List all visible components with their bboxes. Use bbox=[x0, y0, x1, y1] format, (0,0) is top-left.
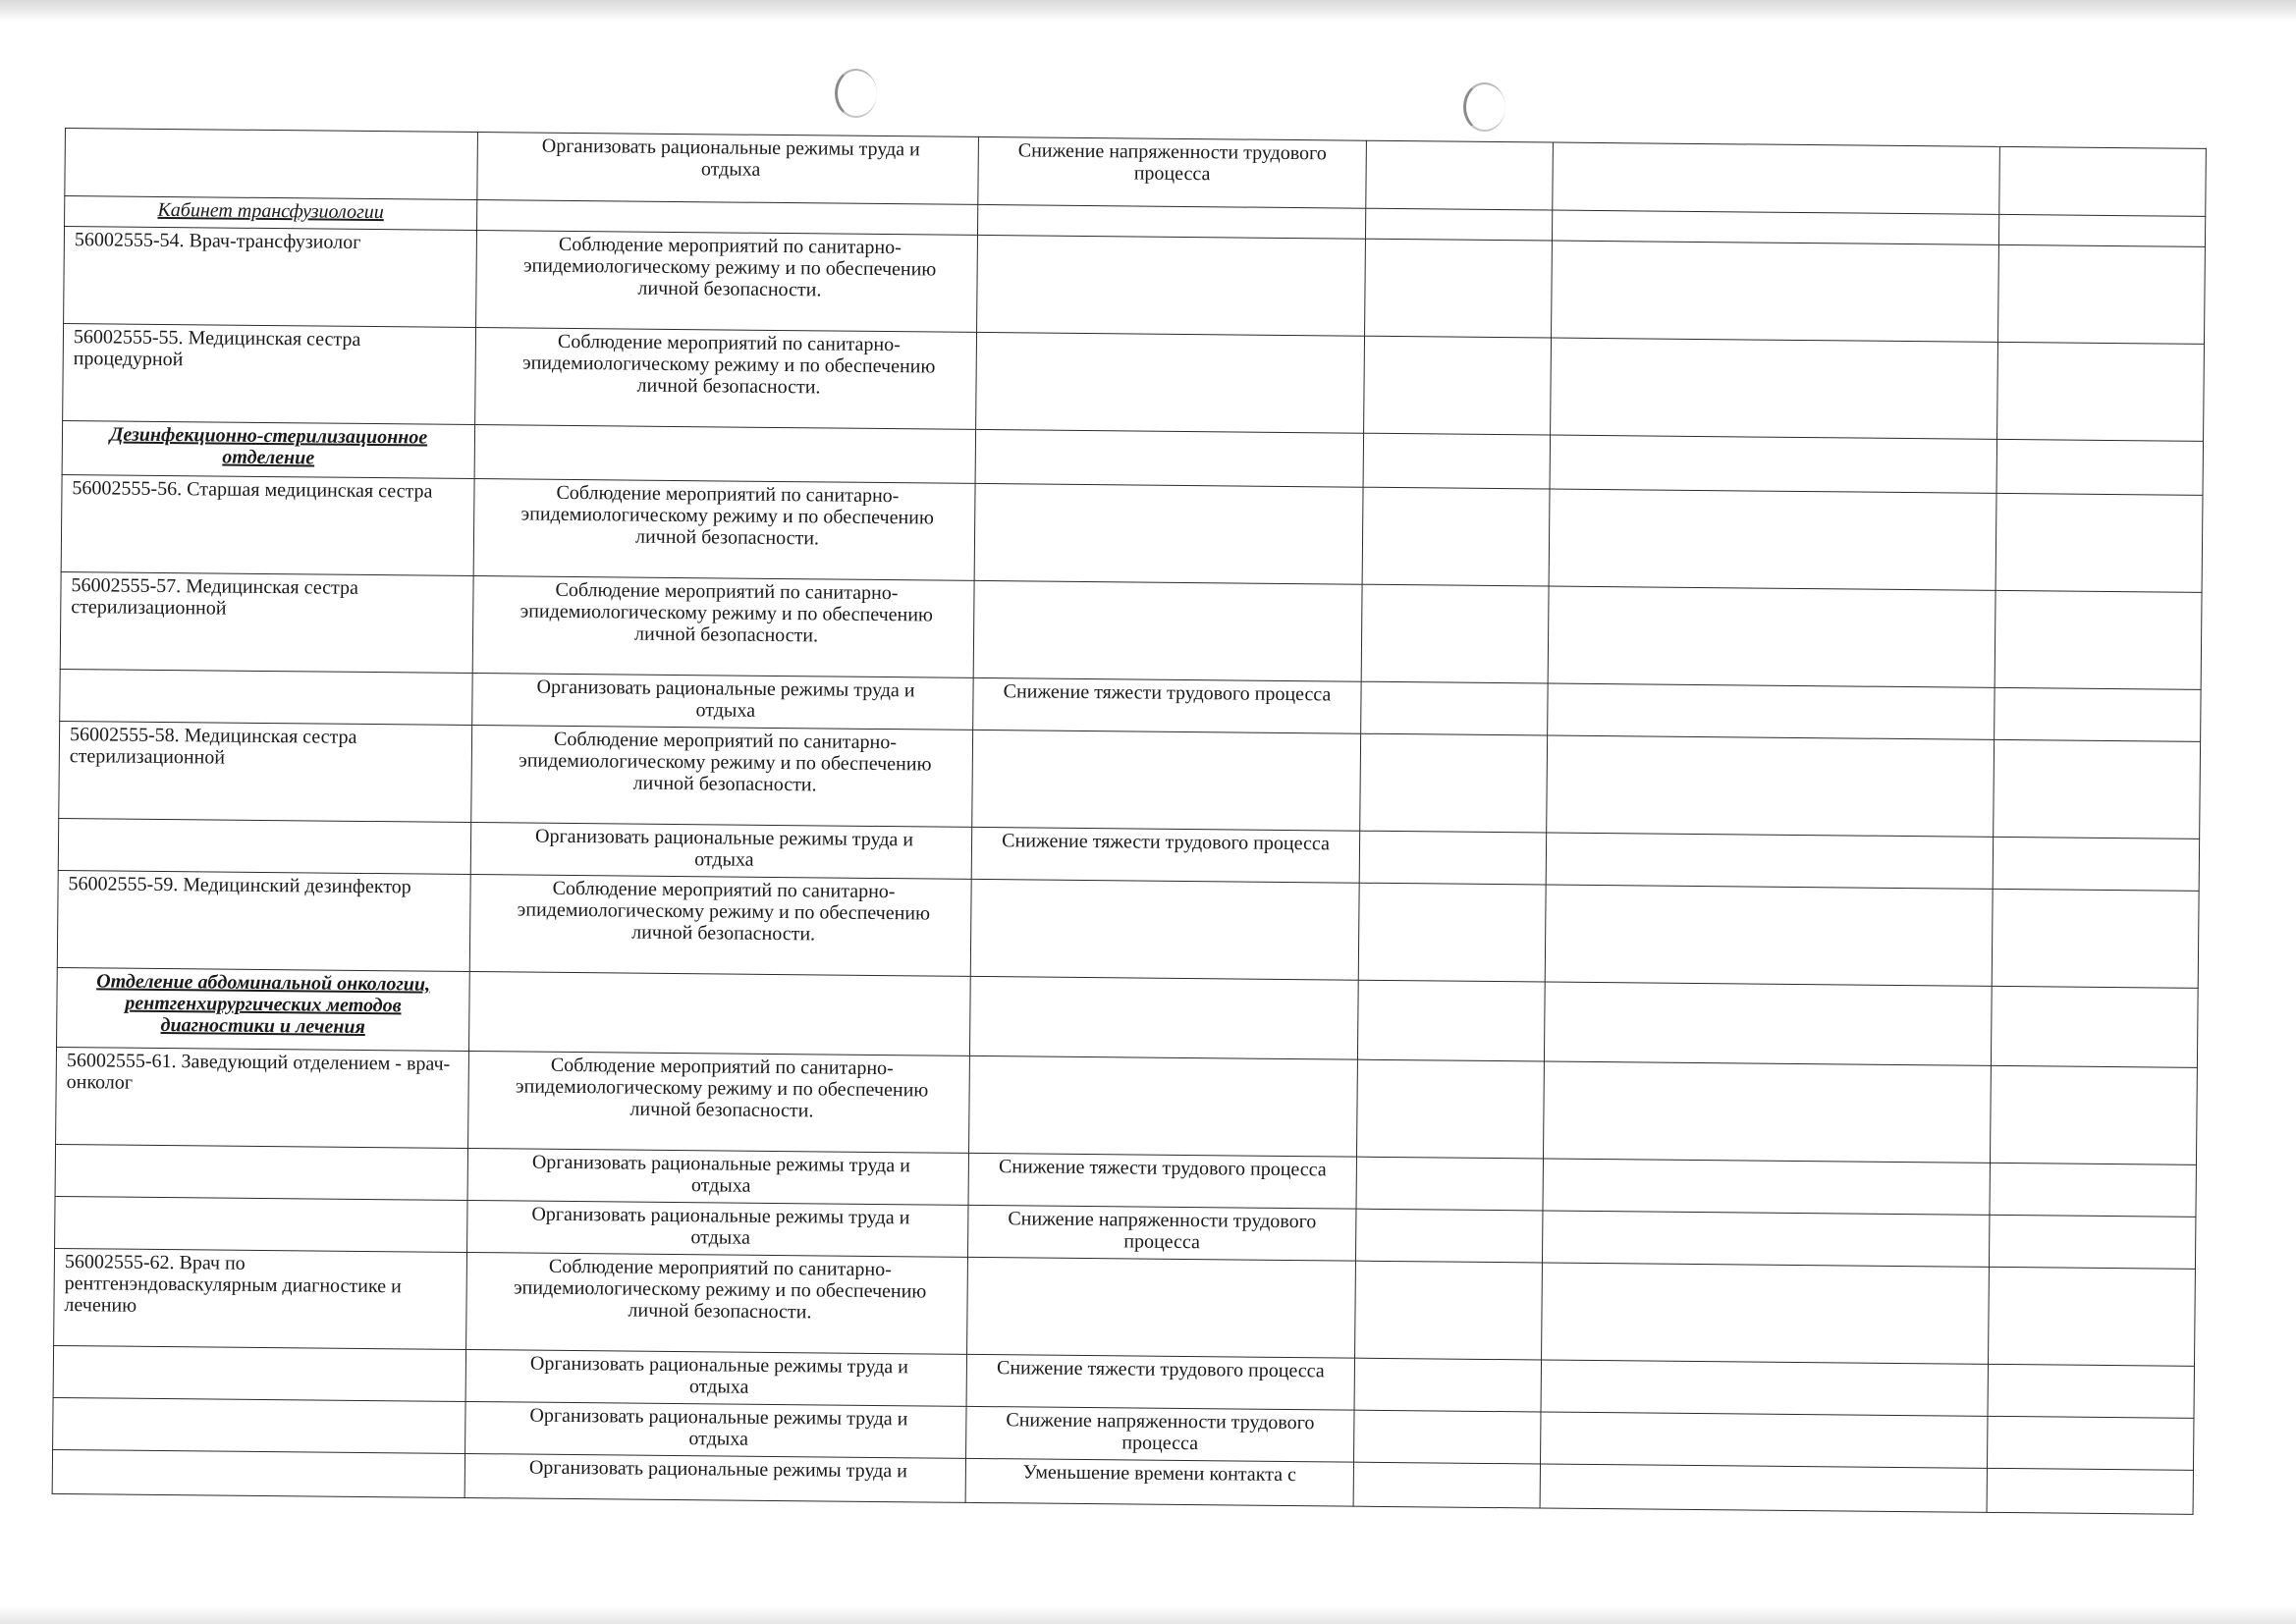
measure-text: Соблюдение мероприятий по санитарно-эпидемиологическому режиму и по обеспечению личной безопасности. bbox=[517, 877, 931, 946]
measure-text: Соблюдение мероприятий по санитарно-эпидемиологическому режиму и по обеспечению личной безопасности. bbox=[515, 1054, 929, 1122]
result-cell bbox=[977, 204, 1365, 239]
empty-cell bbox=[1550, 435, 1997, 493]
job-cell bbox=[55, 1196, 467, 1252]
section-title: Кабинет трансфузиологии bbox=[65, 196, 477, 231]
measure-cell bbox=[474, 425, 976, 484]
empty-cell bbox=[1365, 208, 1552, 241]
empty-cell bbox=[1552, 210, 1998, 244]
empty-cell bbox=[1548, 683, 1995, 739]
empty-cell bbox=[1358, 883, 1546, 982]
result-cell bbox=[967, 1257, 1356, 1358]
punch-hole bbox=[835, 69, 877, 118]
empty-cell bbox=[1366, 140, 1554, 210]
empty-cell bbox=[1997, 244, 2205, 344]
result-cell: Снижение тяжести трудового процесса bbox=[973, 677, 1361, 733]
empty-cell bbox=[1996, 439, 2204, 495]
measure-cell bbox=[477, 133, 979, 205]
empty-cell bbox=[1361, 681, 1549, 735]
measure-cell bbox=[468, 971, 970, 1056]
measures-table-body bbox=[52, 129, 2206, 1515]
result-cell bbox=[969, 976, 1358, 1059]
section-title: Отделение абдоминальной онкологии, рентгенхирургических методов диагностики и лечения bbox=[57, 967, 470, 1051]
empty-cell bbox=[1355, 1209, 1543, 1263]
empty-cell bbox=[1543, 1159, 1990, 1215]
measure-cell bbox=[476, 231, 978, 333]
job-cell: 56002555-56. Старшая медицинская сестра bbox=[61, 474, 474, 575]
result-cell bbox=[974, 483, 1363, 584]
empty-cell bbox=[1995, 493, 2203, 592]
measure-cell bbox=[467, 1148, 968, 1205]
empty-cell bbox=[1551, 338, 1998, 439]
result-cell bbox=[970, 879, 1359, 980]
measure-cell bbox=[467, 1200, 968, 1257]
measure-cell bbox=[471, 726, 973, 828]
measure-text: Организовать рациональные режимы труда и отдыха bbox=[534, 825, 914, 871]
result-cell bbox=[975, 429, 1364, 487]
empty-cell bbox=[1363, 433, 1551, 489]
measure-cell bbox=[465, 1401, 966, 1458]
empty-cell bbox=[1364, 336, 1552, 435]
empty-cell bbox=[1553, 142, 2000, 214]
result-cell bbox=[969, 1056, 1358, 1157]
measure-text: Организовать рациональные режимы труда и отдыха bbox=[531, 1203, 910, 1249]
measure-text: Соблюдение мероприятий по санитарно-эпидемиологическому режиму и по обеспечению личной безопасности. bbox=[513, 1255, 927, 1324]
measure-cell bbox=[477, 200, 978, 236]
empty-cell bbox=[1542, 1211, 1989, 1267]
empty-cell bbox=[1354, 1358, 1542, 1412]
measure-cell bbox=[470, 823, 971, 880]
measure-text: Организовать рациональные режимы труда и отдыха bbox=[541, 135, 920, 181]
empty-cell bbox=[1552, 241, 1999, 342]
scan-bottom-edge bbox=[0, 1606, 2296, 1624]
measure-text: Организовать рациональные режимы труда и bbox=[528, 1456, 907, 1483]
measure-text: Соблюдение мероприятий по санитарно-эпидемиологическому режиму и по обеспечению личной безопасности. bbox=[519, 728, 932, 796]
empty-cell bbox=[1546, 833, 1993, 889]
empty-cell bbox=[1995, 687, 2201, 741]
measure-cell bbox=[472, 674, 973, 731]
result-cell: Снижение тяжести трудового процесса bbox=[971, 827, 1359, 883]
measure-cell bbox=[469, 875, 971, 977]
result-cell bbox=[976, 332, 1365, 433]
job-cell bbox=[53, 1345, 465, 1401]
measure-text: Организовать рациональные режимы труда и отдыха bbox=[531, 1151, 910, 1197]
empty-cell bbox=[1359, 831, 1547, 885]
job-cell: 56002555-57. Медицинская сестра стерилизационной bbox=[60, 571, 473, 673]
measure-text: Соблюдение мероприятий по санитарно-эпидемиологическому режиму и по обеспечению личной безопасности. bbox=[519, 578, 934, 647]
measures-table bbox=[52, 128, 2207, 1515]
result-cell bbox=[973, 580, 1362, 681]
measure-text: Соблюдение мероприятий по санитарно-эпидемиологическому режиму и по обеспечению личной безопасности. bbox=[521, 330, 936, 399]
empty-cell bbox=[1989, 1215, 2195, 1269]
result-cell: Снижение напряженности трудового процесса bbox=[966, 1406, 1354, 1462]
empty-cell bbox=[1362, 487, 1550, 586]
empty-cell bbox=[1993, 837, 2199, 891]
empty-cell bbox=[1355, 1261, 1543, 1360]
measure-text: Организовать рациональные режимы труда и отдыха bbox=[529, 1404, 908, 1450]
empty-cell bbox=[1547, 735, 1995, 837]
scan-top-edge bbox=[0, 0, 2296, 22]
empty-cell bbox=[1548, 586, 1995, 687]
empty-cell bbox=[1353, 1462, 1540, 1508]
job-cell: 56002555-62. Врач по рентгенэндоваскулярным диагностике и лечению bbox=[54, 1248, 467, 1349]
job-cell bbox=[65, 129, 478, 200]
empty-cell bbox=[1541, 1412, 1988, 1468]
empty-cell bbox=[1997, 342, 2205, 441]
measure-cell bbox=[473, 479, 975, 581]
document-sheet bbox=[52, 128, 2206, 1515]
measure-text: Соблюдение мероприятий по санитарно-эпидемиологическому режиму и по обеспечению личной безопасности. bbox=[522, 233, 937, 301]
empty-cell bbox=[1987, 1468, 2193, 1514]
result-cell bbox=[977, 235, 1366, 336]
empty-cell bbox=[1991, 986, 2198, 1067]
measure-cell bbox=[465, 1349, 966, 1406]
empty-cell bbox=[1544, 982, 1992, 1065]
job-cell bbox=[53, 1397, 465, 1453]
result-cell bbox=[972, 730, 1361, 831]
empty-cell bbox=[1540, 1464, 1987, 1512]
empty-cell bbox=[1988, 1364, 2194, 1418]
job-cell bbox=[60, 669, 472, 725]
empty-cell bbox=[1990, 1065, 2197, 1164]
job-cell: 56002555-61. Заведующий отделением - врач-онколог bbox=[56, 1047, 469, 1148]
job-cell: 56002555-54. Врач-трансфузиолог bbox=[64, 227, 477, 328]
job-cell: 56002555-59. Медицинский дезинфектор bbox=[57, 870, 470, 971]
empty-cell bbox=[1987, 1416, 2193, 1470]
empty-cell bbox=[1356, 1157, 1544, 1211]
measure-text: Организовать рациональные режимы труда и отдыха bbox=[536, 676, 915, 722]
empty-cell bbox=[1998, 214, 2205, 246]
result-cell: Уменьшение времени контакта с bbox=[965, 1458, 1353, 1506]
empty-cell bbox=[1543, 1061, 1991, 1163]
measure-text: Соблюдение мероприятий по санитарно-эпидемиологическому режиму и по обеспечению личной безопасности. bbox=[520, 481, 934, 550]
result-cell: Снижение тяжести трудового процесса bbox=[966, 1354, 1354, 1410]
empty-cell bbox=[1549, 489, 1996, 590]
measure-text: Организовать рациональные режимы труда и отдыха bbox=[529, 1352, 909, 1398]
result-cell: Снижение тяжести трудового процесса bbox=[968, 1153, 1356, 1209]
empty-cell bbox=[1542, 1263, 1990, 1364]
empty-cell bbox=[1541, 1360, 1988, 1416]
empty-cell bbox=[1360, 733, 1548, 833]
punch-hole bbox=[1463, 82, 1505, 132]
empty-cell bbox=[1356, 1059, 1544, 1159]
empty-cell bbox=[1361, 584, 1549, 683]
job-cell bbox=[52, 1449, 465, 1497]
measure-cell bbox=[465, 1453, 965, 1502]
empty-cell bbox=[1989, 1267, 2196, 1366]
empty-cell bbox=[1994, 739, 2201, 839]
measure-cell bbox=[466, 1252, 968, 1354]
empty-cell bbox=[1992, 889, 2199, 988]
empty-cell bbox=[1365, 239, 1553, 338]
measure-cell bbox=[472, 576, 974, 678]
empty-cell bbox=[1354, 1410, 1542, 1464]
job-cell: 56002555-58. Медицинская сестра стерилизационной bbox=[59, 721, 472, 822]
empty-cell bbox=[1995, 590, 2202, 689]
empty-cell bbox=[1357, 980, 1545, 1061]
job-cell bbox=[58, 818, 470, 874]
measure-cell bbox=[468, 1051, 970, 1153]
measure-cell bbox=[475, 328, 977, 430]
job-cell: 56002555-55. Медицинская сестра процедурной bbox=[63, 323, 476, 424]
empty-cell bbox=[1545, 885, 1993, 986]
empty-cell bbox=[1999, 146, 2207, 216]
result-cell: Снижение напряженности трудового процесса bbox=[978, 136, 1367, 208]
empty-cell bbox=[1990, 1163, 2196, 1217]
job-cell bbox=[55, 1144, 467, 1200]
section-title: Дезинфекционно-стерилизационное отделение bbox=[62, 420, 475, 478]
result-cell: Снижение напряженности трудового процесса bbox=[967, 1205, 1355, 1261]
